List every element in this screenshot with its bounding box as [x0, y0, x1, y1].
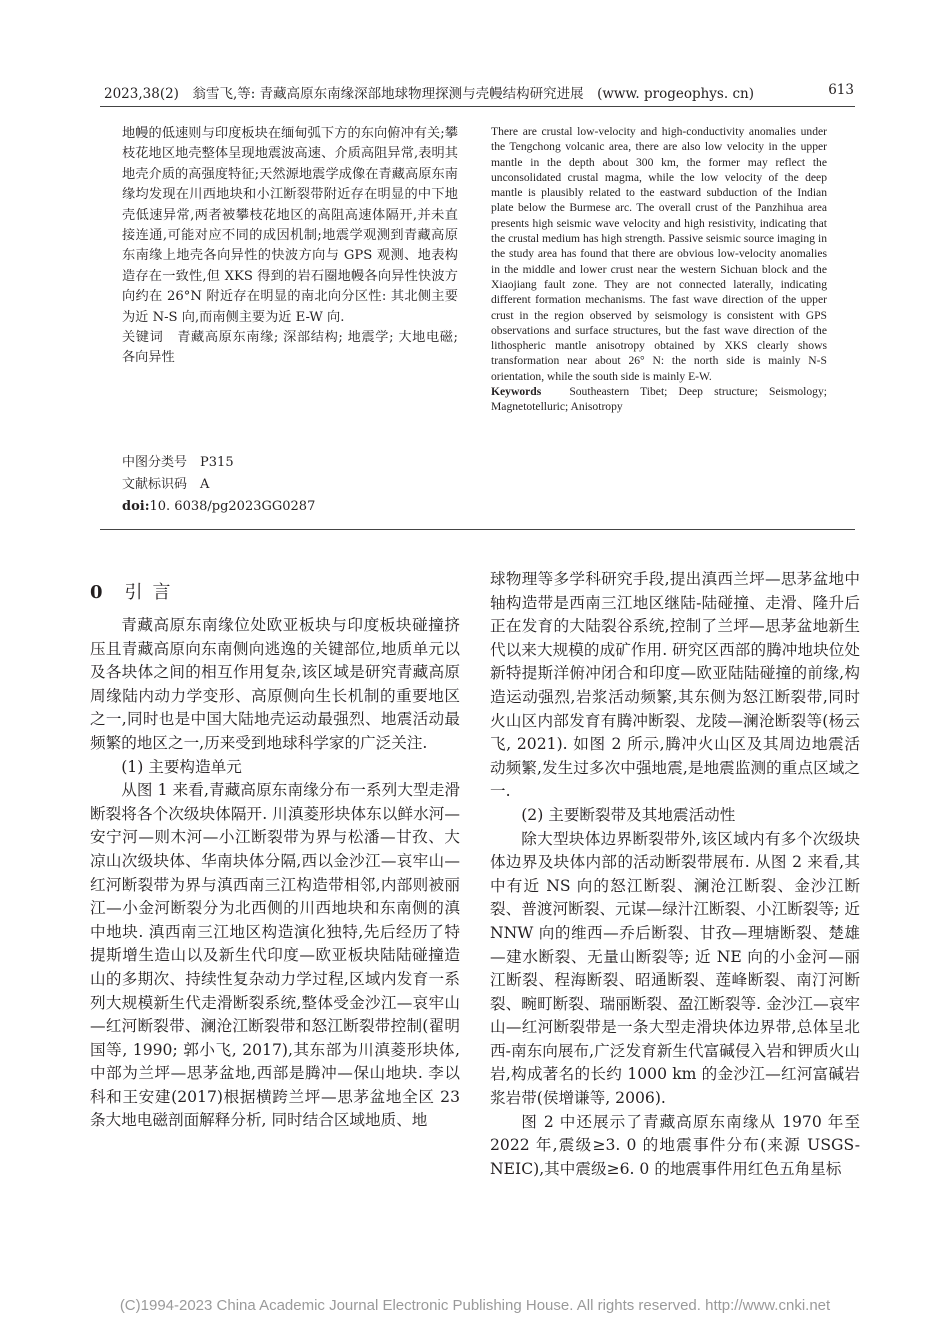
abstract-chinese: [122, 124, 458, 369]
header-citation: 2023,38(2) 翁雪飞,等: 青藏高原东南缘深部地球物理探测与壳幔结构研究进展 (www. progeophys. cn): [104, 86, 754, 102]
body-right-column: [490, 568, 860, 1181]
running-header: [104, 82, 854, 104]
doc-code-label: 文献标识码: [122, 477, 188, 492]
paragraph: 青藏高原东南缘位处欧亚板块与印度板块碰撞挤压且青藏高原向东南侧向逃逸的关键部位,地质单元以及各块体之间的相互作用复杂,该区域是研究青藏高原周缘陆内动力学变形、高原侧向生长机制的重要地区之一,同时也是中国大陆地壳运动最强烈、地震活动最频繁的地区之一,历来受到地球科学家的广泛关注.: [90, 616, 460, 752]
doc-code-value: A: [200, 477, 210, 492]
copyright-footer: (C)1994-2023 China Academic Journal Electronic Publishing House. All rights reserved. http://www.cnki.net: [119, 1297, 831, 1314]
keywords-en: Southeastern Tibet; Deep structure; Seismology; Magnetotelluric; Anisotropy: [491, 385, 827, 414]
keywords-cn: 青藏高原东南缘; 深部结构; 地震学; 大地电磁; 各向异性: [122, 330, 459, 366]
subsection-heading: (2) 主要断裂带及其地震活动性: [521, 805, 736, 824]
body-left-column: [90, 614, 460, 1133]
paragraph: 图 2 中还展示了青藏高原东南缘从 1970 年至 2022 年,震级≥3. 0 的地震事件分布(来源 USGS-NEIC),其中震级≥6. 0 的地震事件用红色五角星标: [490, 1112, 860, 1178]
subsection-heading: (1) 主要构造单元: [121, 757, 242, 776]
clc-label: 中图分类号: [122, 455, 188, 470]
abstract-en-text: There are crustal low-velocity and high-conductivity anomalies under the Tengchong volcanic area, there are also low velocity in the upper mantle in the depth about 300 km, the former may reflect the unconsolidated crustal magma, while the low velocity of the deep mantle is plausibly related to the eastward subduction of the Indian plate below the Burmese arc. The overall crust of the Panzhihua area presents high seismic wave velocity and high resistivity, indicating that the crustal medium has high strength. Passive seismic source imaging in the study area has found that there are obvious low-velocity anomalies in the middle and lower crust near the western Sichuan block and the Xiaojiang fault zone. They are not connected laterally, indicating different formation mechanisms. The fast wave direction of the upper crust in the region observed by seismology is consistent with GPS observations and surface structures, but the fast wave direction of the lithospheric mantle anisotropy obtained by XKS clearly shows transformation near about 26° N: the north side is mainly N-S orientation, while the south side is mainly E-W.: [491, 125, 827, 383]
paragraph: 除大型块体边界断裂带外,该区域内有多个次级块体边界及块体内部的活动断裂带展布. 从图 2 来看,其中有近 NS 向的怒江断裂、澜沧江断裂、金沙江断裂、普渡河断裂、元谋—绿汁江断裂、小江断裂等; 近 NNW 向的维西—乔后断裂、甘孜—理塘断裂、楚雄—建水断裂、无量山断裂等; 近 NE 向的小金河—丽江断裂、程海断裂、昭通断裂、莲峰断裂、南汀河断裂、畹町断裂、瑞丽断裂、盈江断裂等. 金沙江—哀牢山—红河断裂带是一条大型走滑块体边界带,总体呈北西-南东向展布,广泛发育新生代富碱侵入岩和钾质火山岩,构成著名的长约 1000 km 的金沙江—红河富碱岩浆岩带(侯增谦等, 2006).: [490, 829, 860, 1108]
article-metadata: [122, 452, 315, 518]
abstract-english: [491, 124, 827, 415]
doi-label: doi:: [122, 499, 150, 514]
abstract-bottom-rule: [100, 529, 855, 530]
clc-value: P315: [200, 455, 234, 470]
header-rule: [100, 106, 855, 107]
page-number: 613: [828, 82, 854, 98]
section-heading: [90, 578, 181, 604]
abstract-cn-text: 地幔的低速则与印度板块在缅甸弧下方的东向俯冲有关;攀枝花地区地壳整体呈现地震波高速、介质高阻异常,表明其地壳介质的高强度特征;天然源地震学成像在青藏高原东南缘均发现在川西地块和小江断裂带附近存在明显的中下地壳低速异常,两者被攀枝花地区的高阻高速体隔开,并未直接连通,可能对应不同的成因机制;地震学观测到青藏高原东南缘上地壳各向异性的快波方向与 GPS 观测、地表构造存在一致性,但 XKS 得到的岩石圈地幔各向异性快波方向约在 26°N 附近存在明显的南北向分区性: 其北侧主要为近 N-S 向,而南侧主要为近 E-W 向.: [122, 126, 458, 325]
section-title: 引言: [124, 582, 181, 603]
section-number: 0: [90, 582, 103, 603]
keywords-en-label: Keywords: [491, 385, 542, 399]
paragraph: 从图 1 来看,青藏高原东南缘分布一系列大型走滑断裂将各个次级块体隔开. 川滇菱形块体东以鲜水河—安宁河—则木河—小江断裂带为界与松潘—甘孜、大凉山次级块体、华南块体分隔,西以金沙江—哀牢山—红河断裂带为界与滇西南三江构造带相邻,内部则被丽江—小金河断裂分为北西侧的川西地块和东南侧的滇中地块. 滇西南三江地区构造演化独特,先后经历了特提斯增生造山以及新生代印度—欧亚板块陆陆碰撞造山的多期次、持续性复杂动力学过程,区域内发育一系列大规模新生代走滑断裂系统,整体受金沙江—哀牢山—红河断裂带、澜沧江断裂带和怒江断裂带控制(翟明国等, 1990; 郭小飞, 2017),其东部为川滇菱形块体,中部为兰坪—思茅盆地,西部是腾冲—保山地块. 李以科和王安建(2017)根据横跨兰坪—思茅盆地全区 23 条大地电磁剖面解释分析, 同时结合区域地质、地: [90, 781, 460, 1130]
paragraph: 球物理等多学科研究手段,提出滇西兰坪—思茅盆地中轴构造带是西南三江地区继陆-陆碰撞、走滑、隆升后正在发育的大陆裂谷系统,控制了兰坪—思茅盆地新生代以来大规模的成矿作用. 研究区西部的腾冲地块位处新特提斯洋俯冲闭合和印度—欧亚陆陆碰撞的前缘,构造运动强烈,岩浆活动频繁,其东侧为怒江断裂带,同时火山区内部发育有腾冲断裂、龙陵—澜沧断裂等(杨云飞, 2021). 如图 2 所示,腾冲火山区及其周边地震活动频繁,发生过多次中强地震,是地震监测的重点区域之一.: [490, 570, 860, 801]
keywords-cn-label: 关键词: [122, 330, 164, 346]
doi-value: 10. 6038/pg2023GG0287: [149, 499, 316, 514]
